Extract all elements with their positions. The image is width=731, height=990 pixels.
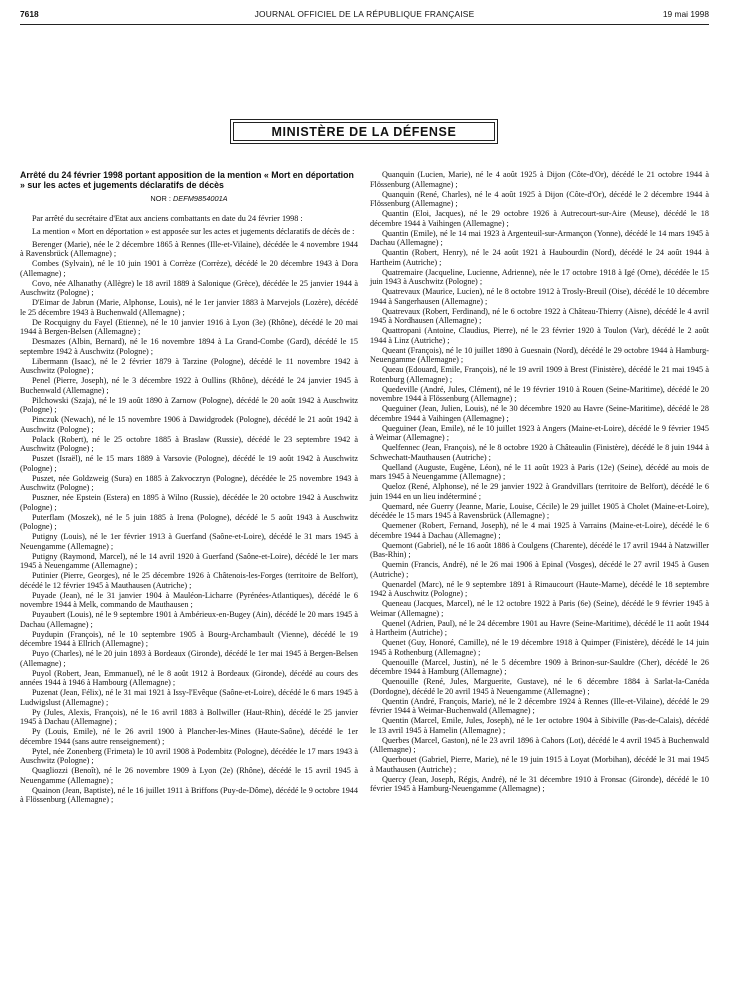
- decedent-entry: Pilchowski (Szaja), né le 19 août 1890 à Zarnow (Pologne), décédé le 20 août 1942 à Auschwitz (Pologne) ;: [20, 395, 358, 415]
- decedent-entry: Quenel (Adrien, Paul), né le 24 décembre 1901 au Havre (Seine-Maritime), décédé le 11 août 1944 à Hartheim (Autriche) ;: [370, 618, 709, 638]
- decedent-entry: Queant (François), né le 10 juillet 1890 à Guesnain (Nord), décédé le 29 octobre 1944 à Hamburg-Neuengamme (Allemagne) ;: [370, 345, 709, 365]
- decedent-entry: Quanquin (Lucien, Marie), né le 4 août 1925 à Dijon (Côte-d'Or), décédé le 21 octobre 1944 à Flössenburg (Allemagne) ;: [370, 170, 709, 189]
- decedent-entry: Quemard, née Guerry (Jeanne, Marie, Louise, Cécile) le 29 juillet 1905 à Cholet (Maine-et-Loire), décédée le 15 mars 1945 à Ravensbrück (Allemagne) ;: [370, 501, 709, 521]
- decedent-entry: Quentin (André, François, Marie), né le 2 décembre 1924 à Rennes (Ille-et-Vilaine), décédé le 29 février 1944 à Weimar-Buchenwald (Allemagne) ;: [370, 696, 709, 716]
- decedent-entry: Quagliozzi (Benoît), né le 26 novembre 1909 à Lyon (2e) (Rhône), décédé le 15 avril 1945 à Neuengamme (Allemagne) ;: [20, 766, 358, 785]
- decedent-entry: Quantin (Robert, Henry), né le 24 août 1921 à Haubourdin (Nord), décédé le 24 août 1944 à Hartheim (Autriche) ;: [370, 248, 709, 267]
- decedent-entry: Penel (Pierre, Joseph), né le 3 décembre 1922 à Oullins (Rhône), décédé le 24 janvier 1945 à Buchenwald (Allemagne) ;: [20, 376, 358, 395]
- decedent-entry: De Rocquigny du Fayel (Etienne), né le 10 janvier 1916 à Lyon (3e) (Rhône), décédé le 20 mai 1944 à Bergen-Belsen (Allemagne) ;: [20, 317, 358, 337]
- decedent-entry: Quelfennec (Jean, François), né le 8 octobre 1920 à Châteaulin (Finistère), décédé le 8 juin 1944 à Schwechatt-Mauthausen (Autriche) ;: [370, 443, 709, 462]
- decedent-entry: Quemont (Gabriel), né le 16 août 1886 à Coulgens (Charente), décédé le 17 avril 1944 à Natzwiller (Bas-Rhin) ;: [370, 540, 709, 560]
- decedent-entry: Polack (Robert), né le 25 octobre 1885 à Braslaw (Russie), décédé le 23 septembre 1942 à Auschwitz (Pologne) ;: [20, 434, 358, 454]
- arrete-title: Arrêté du 24 février 1998 portant apposition de la mention « Mort en déportation » sur les actes et jugements déclaratifs de décès: [20, 170, 354, 191]
- decedent-entry: Putigny (Louis), né le 1er février 1913 à Guerfand (Saône-et-Loire), décédé le 31 mars 1945 à Neuengamme (Allemagne) ;: [20, 532, 358, 551]
- decedent-entry: Quenouille (Marcel, Justin), né le 5 décembre 1909 à Brinon-sur-Sauldre (Cher), décédé le 26 décembre 1944 à Hamburg (Allemagne) ;: [370, 657, 709, 677]
- decedent-entry: Quentin (Marcel, Emile, Jules, Joseph), né le 1er octobre 1904 à Sibiville (Pas-de-Calais), décédé le 13 avril 1945 à Hamelin (Allemagne) ;: [370, 716, 709, 735]
- journal-title: JOURNAL OFFICIEL DE LA RÉPUBLIQUE FRANÇAISE: [254, 9, 475, 19]
- ministry-title: MINISTÈRE DE LA DÉFENSE: [233, 122, 495, 141]
- decedent-entry: Puyol (Robert, Jean, Emmanuel), né le 8 août 1912 à Bordeaux (Gironde), décédé au cours des années 1944 à 1946 à Hambourg (Allemagne) ;: [20, 668, 358, 688]
- decedent-entry: Quenardel (Marc), né le 9 septembre 1891 à Rimaucourt (Haute-Marne), décédé le 18 septembre 1942 à Auschwitz (Pologne) ;: [370, 579, 709, 599]
- header-rule: [20, 24, 709, 25]
- decedent-entry: Quenouille (René, Jules, Marguerite, Gustave), né le 6 décembre 1884 à Sarlat-la-Canéda (Dordogne), décédé le 20 avril 1945 à Neuengamme (Allemagne) ;: [370, 677, 709, 696]
- decedent-entry: Quelland (Auguste, Eugène, Léon), né le 11 août 1923 à Paris (12e) (Seine), décédé au mois de mars 1945 à Neuengamme (Allemagne) ;: [370, 462, 709, 482]
- decedent-entry: Desmazes (Albin, Bernard), né le 16 novembre 1894 à La Grand-Combe (Gard), décédé le 15 septembre 1942 à Auschwitz (Pologne) ;: [20, 337, 358, 356]
- decedent-entry: D'Eimar de Jabrun (Marie, Alphonse, Louis), né le 1er janvier 1883 à Marvejols (Lozère), décédé le 25 décembre 1943 à Buchenwald (Allemagne) ;: [20, 298, 358, 317]
- decedent-entry: Puszet, née Goldzweig (Sura) en 1885 à Zakvoczryn (Pologne), décédée le 25 novembre 1943 à Auschwitz (Pologne) ;: [20, 473, 358, 493]
- decedent-entry: Pytel, née Zonenberg (Frimeta) le 10 avril 1908 à Podembitz (Pologne), décédée le 17 mars 1943 à Auschwitz (Pologne) ;: [20, 746, 358, 766]
- decedent-entry: Quedeville (André, Jules, Clément), né le 19 février 1910 à Rouen (Seine-Maritime), décédé le 20 novembre 1944 à Flössenburg (Allemagne) ;: [370, 384, 709, 404]
- decedent-entry: Covo, née Alhanathy (Allègre) le 18 avril 1889 à Salonique (Grèce), décédée le 25 janvier 1944 à Auschwitz (Pologne) ;: [20, 278, 358, 298]
- publication-date: 19 mai 1998: [662, 9, 709, 19]
- decedent-entry: Quanquin (René, Charles), né le 4 août 1925 à Dijon (Côte-d'Or), décédé le 2 décembre 1944 à Flössenburg (Allemagne) ;: [370, 189, 709, 209]
- decedent-entry: Quantin (Emile), né le 14 mai 1923 à Argenteuil-sur-Armançon (Yonne), décédé le 14 mars 1945 à Dachau (Allemagne) ;: [370, 228, 709, 248]
- page-header: [20, 9, 709, 23]
- decedent-entry: Queloz (René, Alphonse), né le 29 janvier 1922 à Grandvillars (territoire de Belfort), décédé le 6 juin 1944 en un lieu indéterminé ;: [370, 482, 709, 501]
- decedent-entry: Puszet (Israël), né le 15 mars 1889 à Varsovie (Pologne), décédé le 19 août 1942 à Auschwitz (Pologne) ;: [20, 454, 358, 473]
- decedent-entry: Puyade (Jean), né le 31 janvier 1904 à Mauléon-Licharre (Pyrénées-Atlantiques), décédé le 6 novembre 1944 à Melk, commando de Mauthausen ;: [20, 590, 358, 610]
- decedent-entry: Puterflam (Moszek), né le 5 juin 1885 à Irena (Pologne), décédé le 5 août 1943 à Auschwitz (Pologne) ;: [20, 512, 358, 532]
- decedent-entry: Queneau (Jacques, Marcel), né le 12 octobre 1922 à Paris (6e) (Seine), décédé le 9 février 1945 à Weimar (Allemagne) ;: [370, 599, 709, 618]
- decedent-entry: Puyo (Charles), né le 20 juin 1893 à Bordeaux (Gironde), décédé le 1er mai 1945 à Bergen-Belsen (Allemagne) ;: [20, 649, 358, 668]
- decedent-entry: Quattropani (Antoine, Claudius, Pierre), né le 23 février 1920 à Toulon (Var), décédé le 2 août 1944 à Linz (Autriche) ;: [370, 326, 709, 345]
- nor-code: DEFM9854001A: [172, 194, 228, 204]
- decedent-entry: Berenger (Marie), née le 2 décembre 1865 à Rennes (Ille-et-Vilaine), décédée le 4 novembre 1944 à Ravensbrück (Allemagne) ;: [20, 239, 358, 259]
- decedent-entry: Quemin (Francis, André), né le 26 mai 1906 à Epinal (Vosges), décédé le 27 avril 1945 à Gusen (Autriche) ;: [370, 560, 709, 579]
- decedent-entry: Quainon (Jean, Baptiste), né le 16 juillet 1911 à Briffons (Puy-de-Dôme), décédé le 9 octobre 1944 à Flössenburg (Allemagne) ;: [20, 785, 358, 805]
- decedent-entry: Queguiner (Jean, Julien, Louis), né le 30 décembre 1920 au Havre (Seine-Maritime), décédé le 28 décembre 1944 à Vaihingen (Allemagne) ;: [370, 404, 709, 423]
- right-column-body: [370, 170, 709, 794]
- decedent-entry: Puydupin (François), né le 10 septembre 1905 à Bourg-Archambault (Vienne), décédé le 19 décembre 1944 à Ellrich (Allemagne) ;: [20, 629, 358, 649]
- decedent-entry: Querbouet (Gabriel, Pierre, Marie), né le 19 juin 1915 à Loyat (Morbihan), décédé le 31 mai 1945 à Mauthausen (Autriche) ;: [370, 755, 709, 774]
- decedent-entry: Queguiner (Jean, Emile), né le 10 juillet 1923 à Angers (Maine-et-Loire), décédé le 9 février 1945 à Weimar (Allemagne) ;: [370, 423, 709, 443]
- decedent-entry: Putigny (Raymond, Marcel), né le 14 avril 1920 à Guerfand (Saône-et-Loire), décédé le 1er mars 1945 à Neuengamme (Allemagne) ;: [20, 551, 358, 571]
- left-column: [20, 170, 358, 805]
- decedent-entry: Quenet (Guy, Honoré, Camille), né le 19 décembre 1918 à Quimper (Finistère), décédé le 14 juin 1945 à Rothenburg (Allemagne) ;: [370, 638, 709, 657]
- decedent-entry: Quatrevaux (Maurice, Lucien), né le 8 octobre 1912 à Trosly-Breuil (Oise), décédé le 10 décembre 1944 à Sangerhausen (Allemagne) ;: [370, 287, 709, 306]
- decedent-entry: Py (Jules, Alexis, François), né le 16 avril 1883 à Bollwiller (Haut-Rhin), décédé le 25 janvier 1945 à Dachau (Allemagne) ;: [20, 707, 358, 727]
- decedent-entry: Puyaubert (Louis), né le 9 septembre 1901 à Ambérieux-en-Bugey (Ain), décédé le 20 mars 1945 à Dachau (Allemagne) ;: [20, 610, 358, 629]
- decedent-entry: Puszner, née Epstein (Estera) en 1895 à Wilno (Russie), décédée le 20 octobre 1942 à Auschwitz (Pologne) ;: [20, 493, 358, 512]
- decedent-entry: Quantin (Eloi, Jacques), né le 29 octobre 1926 à Autrecourt-sur-Aire (Meuse), décédé le 18 décembre 1944 à Vaihingen (Allemagne) ;: [370, 209, 709, 228]
- decedent-entry: Quemener (Robert, Fernand, Joseph), né le 4 mai 1925 à Varrains (Maine-et-Loire), décédé le 6 décembre 1944 à Dachau (Allemagne) ;: [370, 521, 709, 540]
- decedent-entry: Quatrevaux (Robert, Ferdinand), né le 6 octobre 1922 à Château-Thierry (Aisne), décédé le 4 avril 1945 à Nordhausen (Allemagne) ;: [370, 306, 709, 326]
- decedent-entry: Quercy (Jean, Joseph, Régis, André), né le 31 décembre 1910 à Fronsac (Gironde), décédé le 10 février 1945 à Hamburg-Neuengamme (Allemagne) ;: [370, 774, 709, 794]
- intro-paragraph: La mention « Mort en déportation » est apposée sur les actes et jugements déclaratifs de décès de :: [32, 226, 355, 236]
- right-column: [370, 170, 709, 794]
- page-number: 7618: [20, 9, 39, 19]
- intro-paragraph: Par arrêté du secrétaire d'Etat aux anciens combattants en date du 24 février 1998 :: [32, 214, 303, 224]
- decedent-entry: Queau (Edouard, Emile, François), né le 19 avril 1909 à Brest (Finistère), décédé le 21 mai 1945 à Rotenburg (Allemagne) ;: [370, 365, 709, 384]
- decedent-entry: Quatremaire (Jacqueline, Lucienne, Adrienne), née le 17 octobre 1918 à Igé (Orne), décédée le 15 juin 1943 à Auschwitz (Pologne) ;: [370, 267, 709, 287]
- decedent-entry: Combes (Sylvain), né le 10 juin 1901 à Corrèze (Corrèze), décédé le 20 décembre 1943 à Dora (Allemagne) ;: [20, 259, 358, 278]
- nor-label: NOR :: [150, 194, 171, 204]
- decedent-entry: Py (Louis, Emile), né le 26 avril 1900 à Plancher-les-Mines (Haute-Saône), décédé le 1er décembre 1944 (sans autre renseignement) ;: [20, 727, 358, 746]
- decedent-entry: Puzenat (Jean, Félix), né le 31 mai 1921 à Issy-l'Evêque (Saône-et-Loire), décédé le 6 mars 1945 à Ludwigslust (Allemagne) ;: [20, 688, 358, 707]
- decedent-entry: Pinczuk (Newach), né le 15 novembre 1906 à Dawidgrodek (Pologne), décédé le 21 août 1942 à Auschwitz (Pologne) ;: [20, 415, 358, 434]
- nor-reference: [20, 194, 358, 204]
- decedent-entry: Libermann (Isaac), né le 2 février 1879 à Tarzine (Pologne), décédé le 11 novembre 1942 à Auschwitz (Pologne) ;: [20, 356, 358, 376]
- decedent-entry: Putinier (Pierre, Georges), né le 25 décembre 1926 à Châtenois-les-Forges (territoire de Belfort), décédé le 12 février 1945 à Mauthausen (Autriche) ;: [20, 571, 358, 590]
- ministry-box: [230, 119, 498, 144]
- decedent-entry: Querbes (Marcel, Gaston), né le 23 avril 1896 à Cahors (Lot), décédé le 4 avril 1945 à Buchenwald (Allemagne) ;: [370, 735, 709, 755]
- left-column-body: [20, 214, 358, 805]
